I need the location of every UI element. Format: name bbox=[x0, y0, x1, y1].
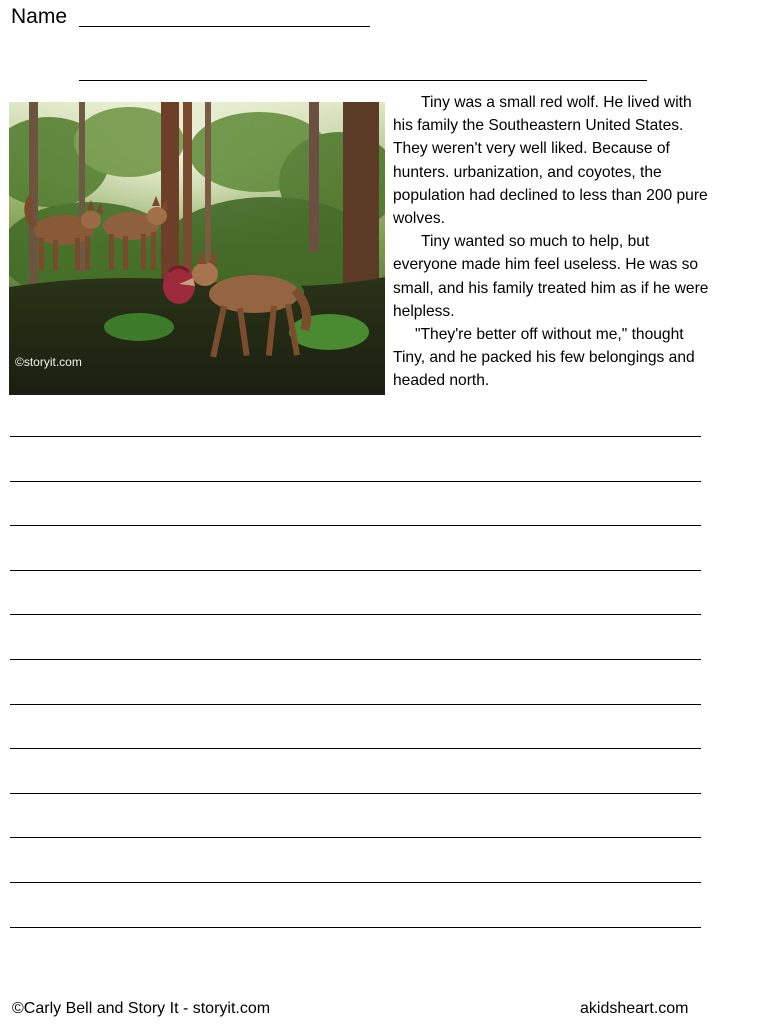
writing-line[interactable] bbox=[10, 927, 701, 928]
forest-wolves-picture bbox=[9, 102, 385, 395]
story-text bbox=[393, 91, 715, 393]
story-paragraph: "They're better off without me," thought Tiny, and he packed his few belongings and headed north. bbox=[393, 326, 695, 390]
writing-line[interactable] bbox=[10, 659, 701, 660]
writing-line[interactable] bbox=[10, 614, 701, 615]
writing-line[interactable] bbox=[10, 525, 701, 526]
name-write-line[interactable] bbox=[79, 26, 370, 27]
writing-line[interactable] bbox=[10, 748, 701, 749]
story-illustration bbox=[9, 102, 385, 395]
story-paragraph: Tiny was a small red wolf. He lived with his family the Southeastern United States. They weren't very well liked. Because of hunters. urbanization, and coyotes, the population had declined to less than 200 pure wolves. bbox=[393, 94, 708, 228]
writing-line[interactable] bbox=[10, 793, 701, 794]
title-write-line[interactable] bbox=[79, 80, 647, 81]
writing-line[interactable] bbox=[10, 481, 701, 482]
illustration-watermark: ©storyit.com bbox=[15, 355, 82, 369]
footer-site: akidsheart.com bbox=[580, 1000, 689, 1017]
name-label: Name bbox=[11, 5, 68, 28]
writing-line[interactable] bbox=[10, 882, 701, 883]
writing-line[interactable] bbox=[10, 436, 701, 437]
story-paragraph: Tiny wanted so much to help, but everyone made him feel useless. He was so small, and his family treated him as if he were helpless. bbox=[393, 233, 709, 320]
writing-line[interactable] bbox=[10, 570, 701, 571]
footer-copyright: ©Carly Bell and Story It - storyit.com bbox=[12, 1000, 271, 1017]
writing-line[interactable] bbox=[10, 837, 701, 838]
writing-line[interactable] bbox=[10, 704, 701, 705]
